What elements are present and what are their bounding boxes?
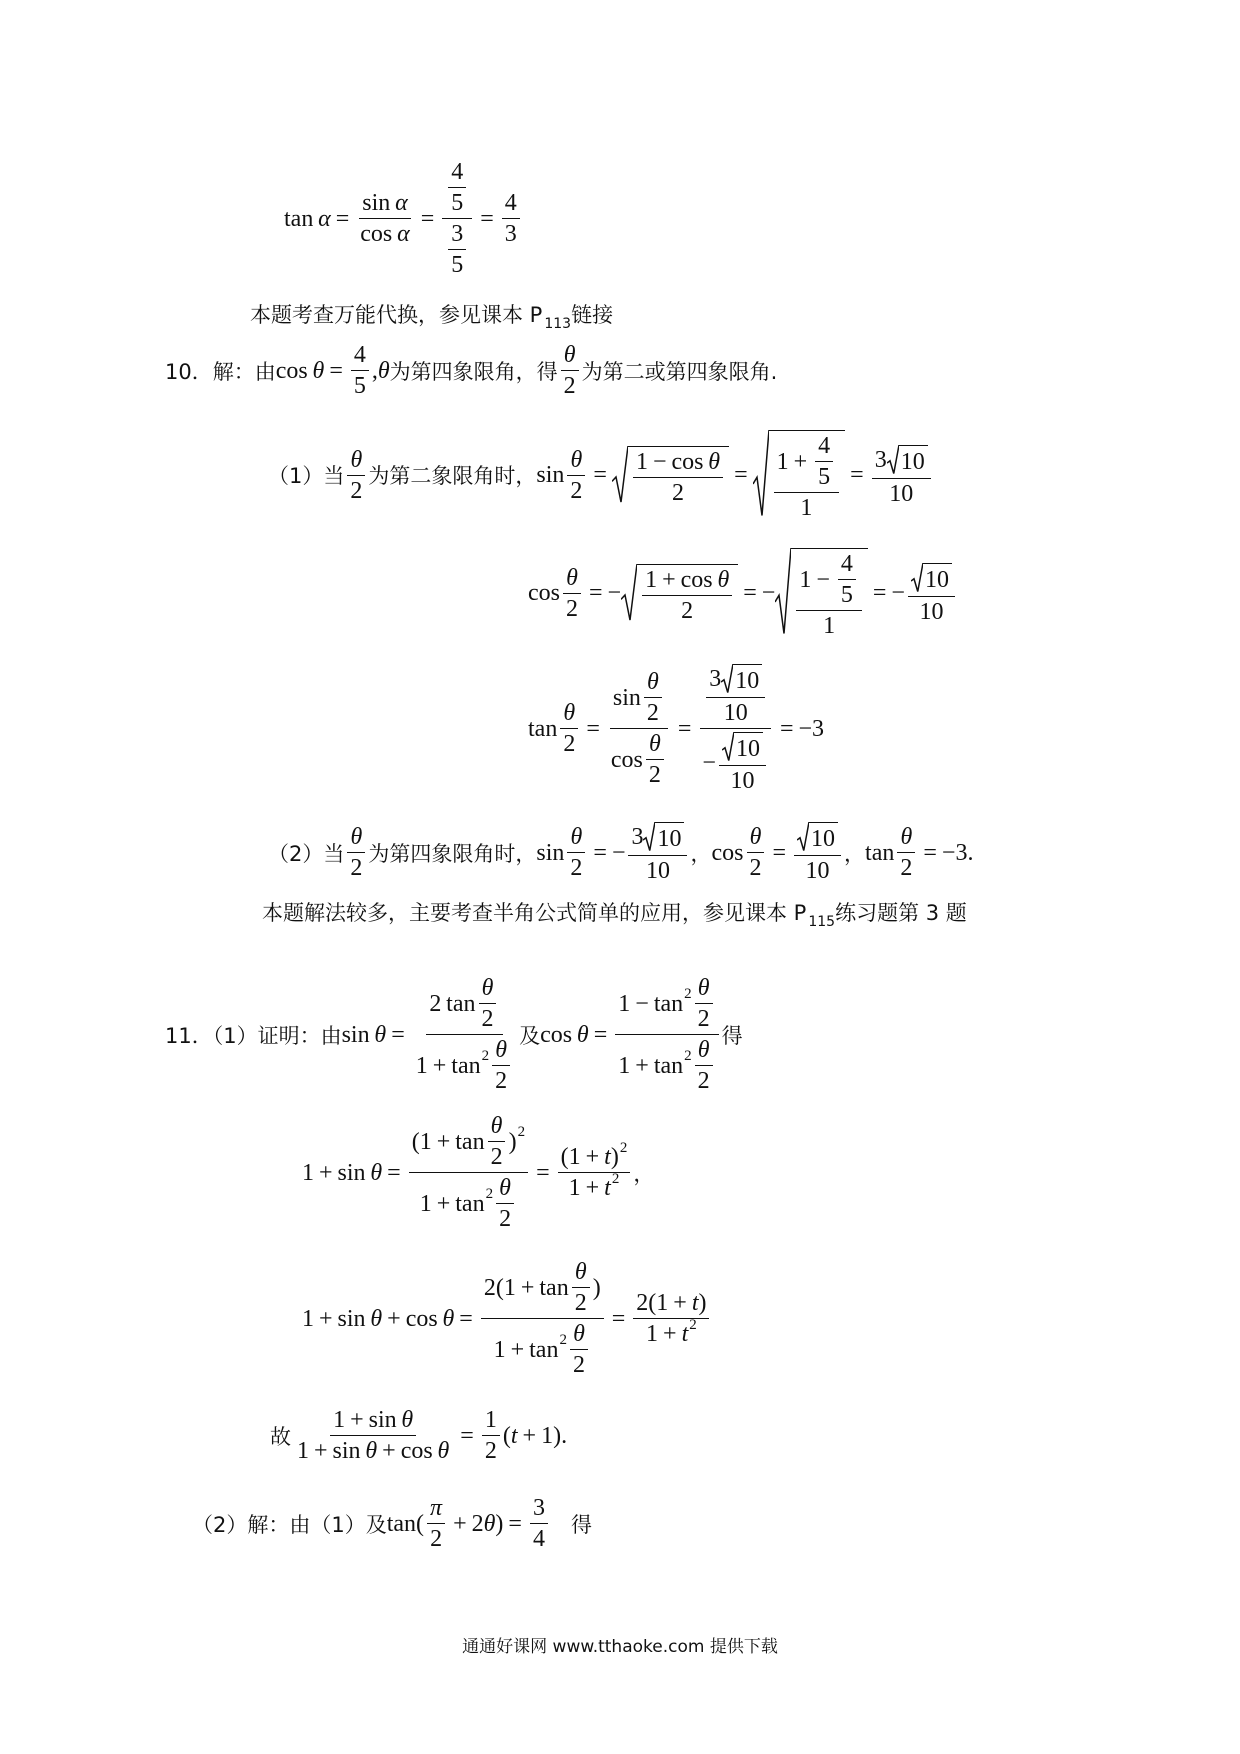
- q10-case1-sin: （1）当 $\frac{\theta}{2}$ 为第二象限角时， sin $\frac{\theta}{2}$ = 1 − cos θ 2 = 1 + $\frac{4}{5}$ 1 = 3 10 10: [268, 430, 934, 520]
- q10-case2: （2）当 $\frac{\theta}{2}$ 为第四象限角时， sin $\frac{\theta}{2}$ = − 3 10 10 ， cos $\frac{\theta}{2}$ = $\frac{10}{10}$ ， tan $\frac{\theta}{2}$ = −3 .: [268, 824, 974, 884]
- q10-intro: 10．解：由 cos θ = $\frac{4}{5}$ , θ 为第四象限角，得 $\frac{\theta}{2}$ 为第二或第四象限角.: [165, 342, 778, 399]
- q11-part2: （2）解：由（1）及 tan( π 2 + 2 θ ) = $\frac{3}{4}$ 得: [192, 1495, 592, 1552]
- note-section-115: 本题解法较多，主要考查半角公式简单的应用，参见课本 P $_{115}$练习题第 3 题: [262, 901, 967, 930]
- note-section-113: 本题考查万能代换，参见课本 P $_{113}$链接: [250, 303, 614, 332]
- footer-credit: 通通好课网 www.tthaoke.com 提供下载: [462, 1637, 778, 1657]
- q10-case1-tan: tan $\frac{\theta}{2}$ = sin θ 2 cos θ 2 = 3 10 10 − 10 10 = −3: [528, 666, 825, 794]
- q10-case1-cos: cos $\frac{\theta}{2}$ = − 1 + cos θ 2 = − 1 − $\frac{4}{5}$ 1 = − $\frac{10}{10}$: [528, 548, 958, 638]
- q11-one-plus-sin: 1 + sin θ = (1 + tan $\frac{\theta}{2}$ ) 2 1 + tan 2 θ 2 = (1 + t ) 2 1 + t 2 ，: [302, 1113, 655, 1232]
- tan-alpha-equation: tan α = sin α cos α = 4 5 3 5 = $\frac{4}{3}$: [284, 160, 523, 277]
- q11-intro: 11．（1）证明：由 sin θ = 2 tan θ 2 1 + tan 2 θ 2 及 cos θ = 1 − tan 2 θ 2 1 + tan 2 θ 2 得: [165, 975, 743, 1094]
- q11-therefore: 故 1 + sin θ 1 + sin θ + cos θ = $\frac{1}{2}$ ( t + 1) .: [270, 1407, 568, 1464]
- q11-one-plus-sin-cos: 1 + sin θ + cos θ = 2(1 + tan $\frac{\theta}{2}$ ) 1 + tan 2 θ 2 = 2(1 + t ) 1 + t 2: [302, 1260, 712, 1377]
